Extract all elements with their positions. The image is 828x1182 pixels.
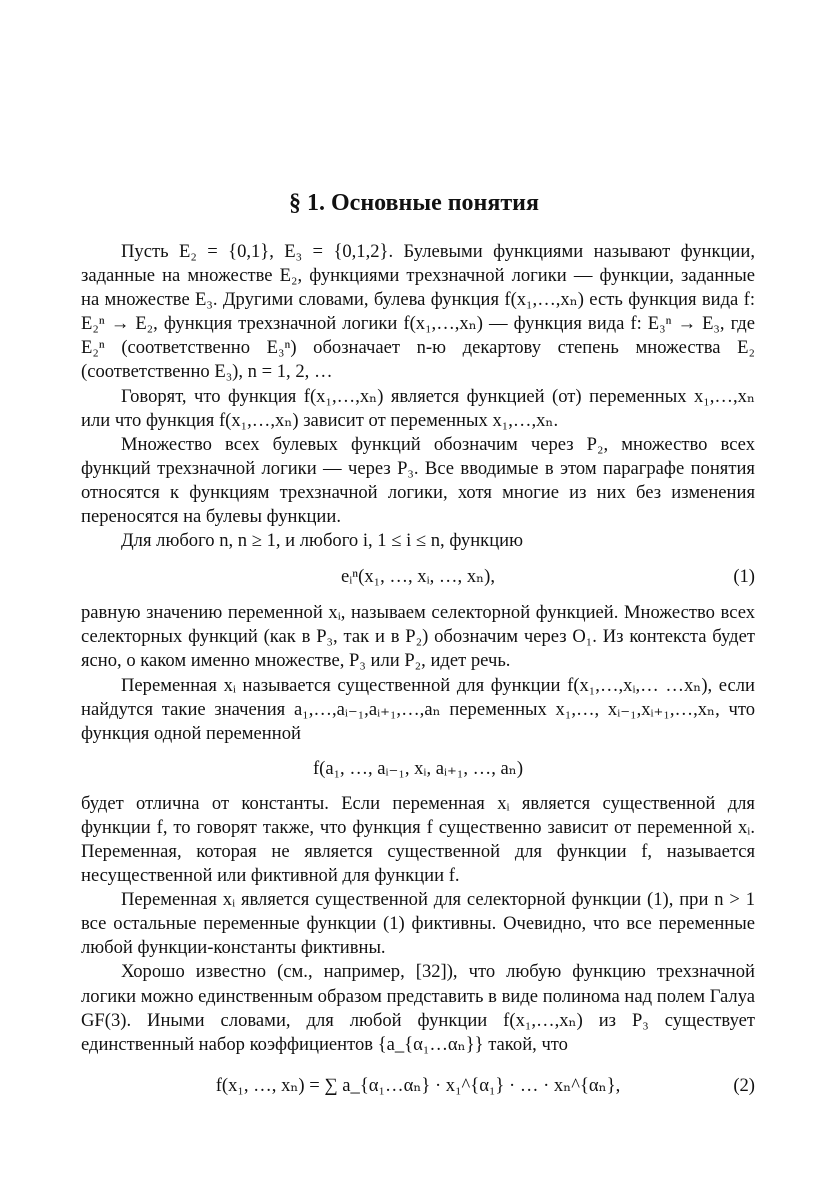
paragraph-selector-essential: Переменная xᵢ является существенной для селекторной функции (1), при n > 1 все остальные переменные функции (1) фиктивны. Очевидно, что все переменные любой функции-константы фиктивны.	[81, 889, 755, 959]
formula-single-variable-expression: f(a₁, …, aᵢ₋₁, xᵢ, aᵢ₊₁, …, aₙ)	[312, 757, 524, 779]
section-title: § 1. Основные понятия	[289, 190, 539, 216]
formula-1	[81, 553, 755, 601]
body-text	[81, 240, 755, 1115]
formula-2-number: (2)	[733, 1074, 755, 1096]
paragraph-selector-intro: Для любого n, n ≥ 1, и любого i, 1 ≤ i ≤ n, функцию	[121, 530, 523, 552]
paragraph-definitions: Пусть E₂ = {0,1}, E₃ = {0,1,2}. Булевыми функциями называют функции, заданные на множестве E₂, функциями трехзначной логики — функции, заданные на множестве E₃. Другими словами, булева функция f(x₁,…,xₙ) есть функция вида f: E₂ⁿ → E₂, функция трехзначной логики f(x₁,…,xₙ) — функция вида f: E₃ⁿ → E₃, где E₂ⁿ (соответственно E₃ⁿ) обозначает n-ю декартову степень множества E₂ (соответственно E₃), n = 1, 2, …	[81, 241, 755, 383]
paragraph-polynomial: Хорошо известно (см., например, [32]), что любую функцию трехзначной логики можно единственным образом представить в виде полинома над полем Галуа GF(3). Иными словами, для любой функции f(x₁,…,xₙ) из P₃ существует единственный набор коэффициентов {a_{α₁…αₙ}} такой, что	[81, 961, 755, 1055]
paragraph-selector-def: равную значению переменной xᵢ, называем селекторной функцией. Множество всех селекторных функций (как в P₃, так и в P₂) обозначим через O₁. Из контекста будет ясно, о каком именно множестве, P₃ или P₂, идет речь.	[81, 602, 755, 672]
formula-single-variable	[81, 746, 755, 792]
paragraph-fictive: будет отлична от константы. Если переменная xᵢ является существенной для функции f, то говорят также, что функция f существенно зависит от переменной xᵢ. Переменная, которая не является существенной для функции f, называется несущественной или фиктивной для функции f.	[81, 792, 755, 887]
formula-1-expression: eᵢⁿ(x₁, …, xᵢ, …, xₙ),	[340, 566, 496, 588]
formula-1-number: (1)	[733, 566, 755, 588]
paragraph-sets: Множество всех булевых функций обозначим через P₂, множество всех функций трехзначной логики — через P₃. Все вводимые в этом параграфе понятия относятся к функциям трехзначной логики, хотя многие из них без изменения переносятся на булевы функции.	[81, 433, 755, 528]
paragraph-essential-var: Переменная xᵢ называется существенной для функции f(x₁,…,xᵢ,… …xₙ), если найдутся такие значения a₁,…,aᵢ₋₁,aᵢ₊₁,…,aₙ переменных x₁,…, xᵢ₋₁,xᵢ₊₁,…,xₙ, что функция одной переменной	[81, 674, 755, 744]
formula-2	[81, 1057, 755, 1115]
formula-2-expression: f(x₁, …, xₙ) = ∑ a_{α₁…αₙ} · x₁^{α₁} · … · xₙ^{αₙ},	[215, 1074, 621, 1096]
paragraph-variables: Говорят, что функция f(x₁,…,xₙ) является функцией (от) переменных x₁,…,xₙ или что функция f(x₁,…,xₙ) зависит от переменных x₁,…,xₙ.	[81, 385, 755, 431]
